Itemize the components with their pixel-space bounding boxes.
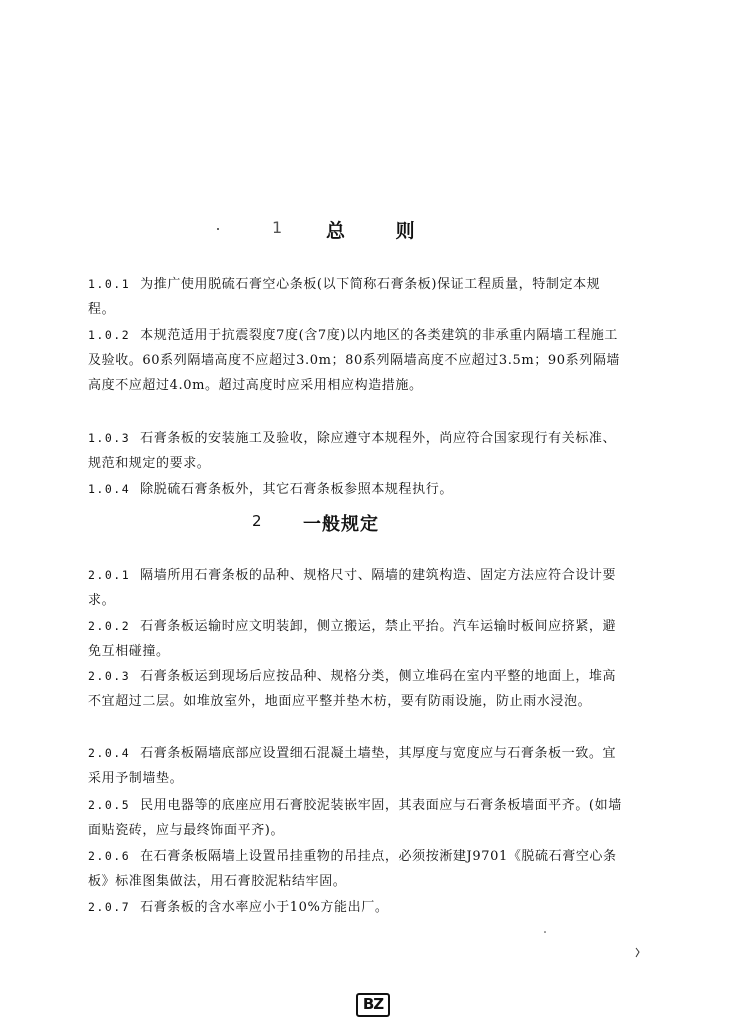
clause-number: 2.0.6 bbox=[88, 849, 131, 863]
clause-text: 石膏条板的安装施工及验收，除应遵守本规程外，尚应符合国家现行有关标准、规范和规定的要求。 bbox=[88, 431, 617, 471]
clause-text: 石膏条板隔墙底部应设置细石混凝土墙垫，其厚度与宽度应与石膏条板一致。宜采用予制墙垫。 bbox=[88, 746, 617, 786]
clause-number: 1.0.4 bbox=[88, 482, 131, 496]
clause-text: 民用电器等的底座应用石膏胶泥装嵌牢固，其表面应与石膏条板墙面平齐。(如墙面贴瓷砖，应与最终饰面平齐)。 bbox=[88, 798, 622, 838]
clause-number: 2.0.4 bbox=[88, 746, 131, 760]
clause-text: 石膏条板的含水率应小于10%方能出厂。 bbox=[140, 900, 389, 915]
chapter-2-title: 一般规定 bbox=[303, 514, 379, 535]
clause-text: 本规范适用于抗震裂度7度(含7度)以内地区的各类建筑的非承重内隔墙工程施工及验收。60系列隔墙高度不应超过3.0m；80系列隔墙高度不应超过3.5m；90系列隔墙高度不应超过4.0m。超过高度时应采用相应构造措施。 bbox=[88, 328, 621, 393]
clause-text: 石膏条板运输时应文明装卸，侧立搬运，禁止平抬。汽车运输时板间应挤紧，避免互相碰撞。 bbox=[88, 619, 617, 659]
clause-text: 为推广使用脱硫石膏空心条板(以下简称石膏条板)保证工程质量，特制定本规程。 bbox=[88, 277, 601, 317]
chapter-2-number: 2 bbox=[252, 512, 262, 530]
clause-number: 2.0.3 bbox=[88, 669, 131, 683]
clause-number: 1.0.1 bbox=[88, 277, 131, 291]
clause-number: 1.0.3 bbox=[88, 431, 131, 445]
clause-text: 在石膏条板隔墙上设置吊挂重物的吊挂点，必须按淅建J9701《脱硫石膏空心条板》标准图集做法，用石膏胶泥粘结牢固。 bbox=[88, 849, 617, 889]
clause-text: 石膏条板运到现场后应按品种、规格分类，侧立堆码在室内平整的地面上，堆高不宜超过二层。如堆放室外，地面应平整并垫木枋，要有防雨设施，防止雨水浸泡。 bbox=[88, 669, 617, 709]
clause-number: 2.0.5 bbox=[88, 798, 131, 812]
clause-number: 2.0.2 bbox=[88, 619, 131, 633]
chapter-1-title: 总 则 bbox=[326, 220, 437, 242]
clause-number: 2.0.1 bbox=[88, 568, 131, 582]
clause-text: 隔墙所用石膏条板的品种、规格尺寸、隔墙的建筑构造、固定方法应符合设计要求。 bbox=[88, 568, 617, 608]
clause-text: 除脱硫石膏条板外，其它石膏条板参照本规程执行。 bbox=[140, 482, 453, 497]
chapter-1-number: 1 bbox=[272, 218, 283, 237]
clause-number: 1.0.2 bbox=[88, 328, 131, 342]
clause-number: 2.0.7 bbox=[88, 900, 131, 914]
watermark-logo: BZ bbox=[356, 993, 390, 1017]
